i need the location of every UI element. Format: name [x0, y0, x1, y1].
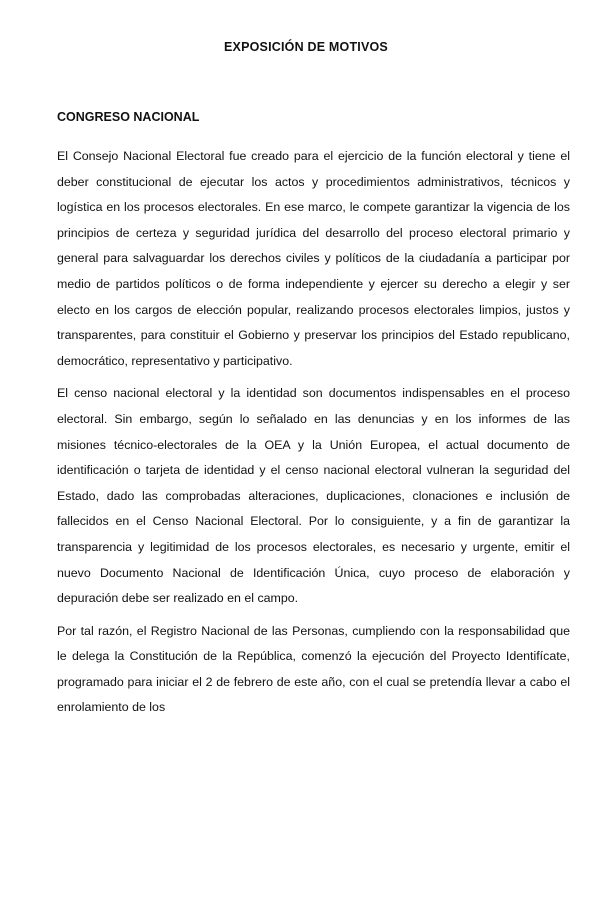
paragraph-2: El censo nacional electoral y la identidad son documentos indispensables en el proceso electoral. Sin embargo, según lo señalado en las denuncias y en los informes de las misiones técnico-electorales de la OEA y la Unión Europea, el actual documento de identificación o tarjeta de identidad y el censo nacional electoral vulneran la seguridad del Estado, dado las comprobadas alteraciones, duplicaciones, clonaciones e inclusión de fallecidos en el Censo Nacional Electoral. Por lo consiguiente, y a fin de garantizar la transparencia y legitimidad de los procesos electorales, es necesario y urgente, emitir el nuevo Documento Nacional de Identificación Única, cuyo proceso de elaboración y depuración debe ser realizado en el campo. [57, 386, 570, 606]
document-body [57, 144, 570, 728]
section-heading: CONGRESO NACIONAL [57, 110, 200, 124]
document-title: EXPOSICIÓN DE MOTIVOS [224, 40, 388, 54]
paragraph-1: El Consejo Nacional Electoral fue creado para el ejercicio de la función electoral y tiene el deber constitucional de ejecutar los actos y procedimientos administrativos, técnicos y logística en los procesos electorales. En ese marco, le compete garantizar la vigencia de los principios de certeza y seguridad jurídica del desarrollo del proceso electoral primario y general para salvaguardar los derechos civiles y políticos de la ciudadanía a participar por medio de partidos políticos o de forma independiente y ejercer su derecho a elegir y ser electo en los cargos de elección popular, realizando procesos electorales limpios, justos y transparentes, para constituir el Gobierno y preservar los principios del Estado republicano, democrático, representativo y participativo. [57, 149, 570, 368]
paragraph-3: Por tal razón, el Registro Nacional de las Personas, cumpliendo con la responsabilidad que le delega la Constitución de la República, comenzó la ejecución del Proyecto Identifícate, programado para iniciar el 2 de febrero de este año, con el cual se pretendía llevar a cabo el enrolamiento de los [57, 623, 570, 715]
